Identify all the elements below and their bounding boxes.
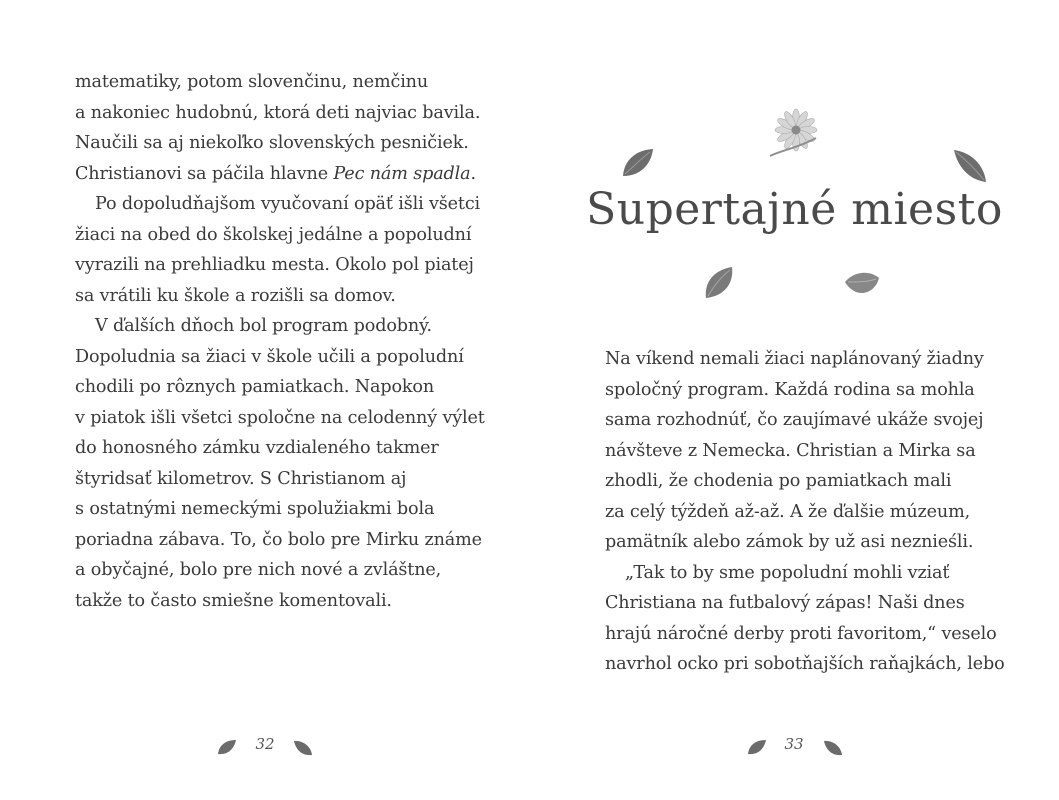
- text-line: za celý týždeň až-až. A že ďalšie múzeum,: [605, 501, 971, 522]
- leaf-icon: [702, 264, 738, 302]
- text-line: Po dopoludňajšom vyučovaní opäť išli všetci: [95, 194, 481, 214]
- left-page-text: [75, 67, 485, 616]
- text-line: a nakoniec hudobnú, ktorá deti najviac bavila.: [75, 102, 481, 123]
- leaf-icon: [620, 146, 656, 180]
- text-line: Christianovi sa páčila hlavne Pec nám spadla.: [75, 163, 476, 184]
- page-number: 32: [255, 735, 275, 753]
- text-line: v piatok išli všetci spoločne na celodenný výlet: [75, 407, 485, 428]
- text-line: štyridsať kilometrov. S Christianom aj: [75, 468, 407, 489]
- text-line: do honosného zámku vzdialeného takmer: [75, 438, 439, 458]
- text-line: s ostatnými nemeckými spolužiakmi bola: [75, 499, 435, 519]
- text-line: spoločný program. Každá rodina sa mohla: [605, 379, 975, 400]
- text-line: Dopoludnia sa žiaci v škole učili a popoludní: [75, 346, 464, 367]
- text-line: takže to často smiešne komentovali.: [75, 590, 392, 611]
- text-line: hrajú náročné derby proti favoritom,“ veselo: [605, 623, 997, 644]
- text-line: chodili po rôznych pamiatkach. Napokon: [75, 377, 435, 397]
- text-line: vyrazili na prehliadku mesta. Okolo pol piatej: [75, 255, 474, 275]
- text-line: zhodli, že chodenia po pamiatkach mali: [605, 471, 952, 491]
- text-line: „Tak to by sme popoludní mohli vziať: [625, 562, 950, 583]
- text-line: návšteve z Nemecka. Christian a Mirka sa: [605, 440, 976, 461]
- text-line: a obyčajné, bolo pre nich nové a zvláštne,: [75, 560, 442, 580]
- text-line: Naučili sa aj niekoľko slovenských pesničiek.: [75, 133, 469, 153]
- chapter-title: Supertajné miesto: [586, 184, 1003, 235]
- text-line: sa vrátili ku škole a rozišli sa domov.: [75, 285, 396, 306]
- text-line: V ďalších dňoch bol program podobný.: [95, 316, 432, 336]
- leaf-icon: [216, 738, 238, 758]
- leaf-icon: [842, 268, 882, 302]
- text-line: žiaci na obed do školskej jedálne a popoludní: [75, 224, 472, 245]
- text-line: Christiana na futbalový zápas! Naši dnes: [605, 593, 965, 613]
- leaf-icon: [950, 146, 990, 186]
- text-line: sama rozhodnúť, čo zaujímavé ukáže svojej: [605, 410, 984, 430]
- text-line: navrhol ocko pri sobotňajších raňajkách, lebo: [605, 654, 1005, 674]
- page-number: 33: [784, 735, 804, 753]
- leaf-icon: [292, 738, 314, 758]
- text-line: pamätník alebo zámok by už asi neznieśli.: [605, 532, 974, 552]
- leaf-icon: [746, 738, 768, 758]
- text-line: poriadna zábava. To, čo bolo pre Mirku známe: [75, 529, 482, 550]
- text-line: matematiky, potom slovenčinu, nemčinu: [75, 72, 429, 92]
- right-page-text: [605, 344, 1005, 680]
- leaf-icon: [822, 738, 844, 758]
- text-line: Na víkend nemali žiaci naplánovaný žiadny: [605, 349, 984, 369]
- right-page: [530, 0, 1059, 800]
- daisy-icon: [764, 108, 836, 160]
- song-title: Pec nám spadla: [333, 163, 471, 184]
